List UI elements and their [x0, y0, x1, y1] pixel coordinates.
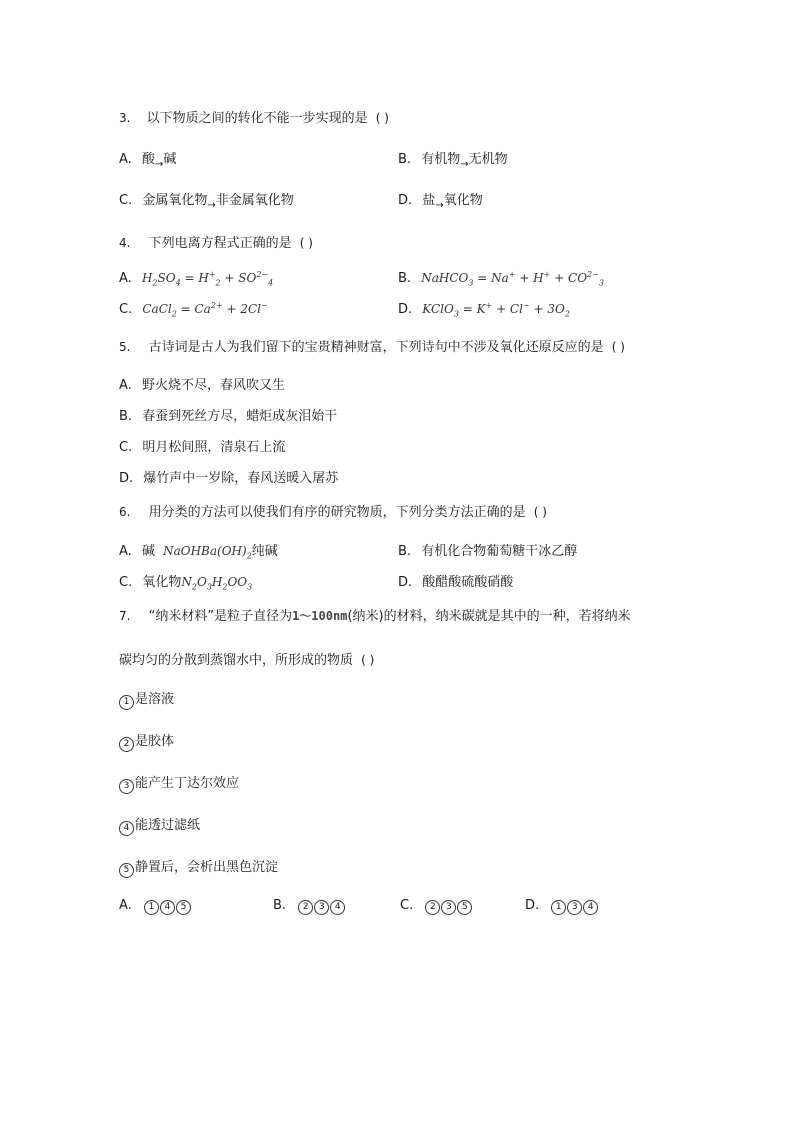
- option-c: [119, 436, 285, 455]
- circled-number-icon: 1: [551, 900, 566, 915]
- option-to: 非金属氧化物: [215, 193, 294, 208]
- statement-text: 能产生丁达尔效应: [135, 776, 240, 791]
- circled-number-icon: 3: [567, 900, 582, 915]
- option-d: [398, 301, 570, 318]
- option-b: [273, 898, 346, 915]
- question-text-cont: (纳米)的材料，纳米碳就是其中的一种，若将纳米: [347, 609, 631, 624]
- option-d: [525, 898, 599, 915]
- equation: CaCl$_2$ = $Ca^{2+} + 2Cl^-$: [142, 301, 268, 319]
- question-number: 6.: [119, 505, 131, 519]
- option-d: [119, 467, 338, 486]
- arrow-icon: →: [207, 200, 216, 211]
- question-number: 5.: [119, 340, 131, 354]
- formula: $N_2O_3H_2OO_3$: [181, 575, 253, 592]
- answer-blank: ( ): [299, 236, 313, 250]
- statement-text: 能透过滤纸: [135, 818, 201, 833]
- answer-blank: ( ): [361, 653, 375, 667]
- question-7-stem-line2: [119, 649, 374, 668]
- equation: $H_2SO_4 = H^+_2 + SO^{2-}_4$: [141, 270, 274, 288]
- option-suffix: 纯碱: [251, 544, 278, 559]
- circled-number-icon: 5: [176, 900, 191, 915]
- arrow-icon: →: [154, 159, 164, 170]
- circled-number-icon: 1: [119, 695, 134, 710]
- answer-blank: ( ): [611, 340, 625, 354]
- circled-number-icon: 4: [119, 821, 134, 836]
- option-c: [119, 301, 268, 318]
- question-text: “纳米材料”是粒子直径为: [148, 609, 293, 624]
- question-3-stem: [119, 107, 389, 126]
- question-7-stem: [119, 605, 631, 624]
- option-label: D.: [398, 302, 413, 317]
- option-label: D.: [119, 471, 134, 486]
- option-label: D.: [525, 898, 540, 913]
- option-text: 爆竹声中一岁除，春风送暖入屠苏: [143, 471, 339, 486]
- statement-2: [119, 730, 174, 749]
- option-label: D.: [398, 575, 413, 590]
- option-label: B.: [398, 544, 412, 559]
- question-5-stem: [119, 336, 625, 355]
- option-b: [398, 148, 508, 170]
- option-label: C.: [119, 575, 133, 590]
- option-a: [119, 898, 192, 915]
- option-label: C.: [119, 302, 133, 317]
- circled-number-icon: 3: [441, 900, 456, 915]
- option-label: C.: [119, 193, 133, 208]
- arrow-icon: →: [435, 200, 444, 211]
- circled-number-icon: 4: [330, 900, 345, 915]
- option-text: 酸醋酸硫酸硝酸: [422, 575, 514, 590]
- option-b: [398, 540, 577, 559]
- option-label: C.: [400, 898, 414, 913]
- statement-3: [119, 772, 239, 791]
- option-label: B.: [398, 152, 412, 167]
- statement-5: [119, 856, 278, 875]
- option-prefix: 碱: [141, 544, 155, 559]
- option-b: [398, 270, 604, 287]
- question-text: 以下物质之间的转化不能一步实现的是: [146, 111, 368, 126]
- question-text: 下列电离方程式正确的是: [148, 236, 292, 251]
- arrow-icon: →: [460, 159, 469, 170]
- statement-4: [119, 814, 200, 833]
- equation: KClO$_3$ = $K^+ + Cl^- + 3O_2$: [422, 301, 570, 319]
- option-from: 金属氧化物: [142, 193, 208, 208]
- option-c: [400, 898, 473, 915]
- question-text: 用分类的方法可以使我们有序的研究物质，下列分类方法正确的是: [148, 505, 526, 520]
- option-label: A.: [119, 378, 132, 393]
- question-number: 3.: [119, 111, 131, 125]
- circled-number-icon: 4: [160, 900, 175, 915]
- option-from: 酸: [141, 152, 155, 167]
- size-range: 1～100nm: [292, 609, 348, 623]
- circled-number-icon: 1: [144, 900, 159, 915]
- option-label: B.: [119, 409, 133, 424]
- answer-blank: ( ): [533, 505, 547, 519]
- option-text: 春蚕到死丝方尽，蜡炬成灰泪始干: [142, 409, 338, 424]
- option-b: [119, 405, 337, 424]
- question-number: 4.: [119, 236, 131, 250]
- question-6-stem: [119, 501, 547, 520]
- question-text: 古诗词是古人为我们留下的宝贵精神财富，下列诗句中不涉及氧化还原反应的是: [148, 340, 604, 355]
- option-to: 氧化物: [443, 193, 483, 208]
- option-prefix: 氧化物: [142, 575, 182, 590]
- option-c: [119, 189, 294, 211]
- statement-1: [119, 688, 174, 707]
- circled-number-icon: 2: [298, 900, 313, 915]
- option-d: [398, 189, 483, 211]
- option-to: 碱: [163, 152, 177, 167]
- option-to: 无机物: [468, 152, 508, 167]
- circled-number-icon: 5: [457, 900, 472, 915]
- circled-number-icon: 2: [119, 737, 134, 752]
- option-c: [119, 571, 252, 591]
- question-4-stem: [119, 232, 313, 251]
- option-label: A.: [119, 271, 132, 286]
- option-label: B.: [273, 898, 287, 913]
- option-a: [119, 148, 177, 170]
- option-text: 野火烧不尽，春风吹又生: [141, 378, 285, 393]
- option-label: A.: [119, 898, 132, 913]
- option-label: A.: [119, 544, 132, 559]
- statement-text: 是胶体: [135, 734, 175, 749]
- question-text: 碳均匀的分散到蒸馏水中，所形成的物质: [119, 653, 354, 668]
- option-a: [119, 270, 273, 287]
- option-text: 有机化合物葡萄糖干冰乙醇: [421, 544, 578, 559]
- circled-number-icon: 3: [119, 779, 134, 794]
- option-text: 明月松间照，清泉石上流: [142, 440, 286, 455]
- option-d: [398, 571, 513, 590]
- formula: $NaOHBa(OH)_2$: [163, 544, 252, 561]
- answer-blank: ( ): [375, 111, 389, 125]
- option-label: C.: [119, 440, 133, 455]
- option-label: B.: [398, 271, 412, 286]
- question-number: 7.: [119, 609, 131, 623]
- circled-number-icon: 2: [425, 900, 440, 915]
- option-from: 盐: [422, 193, 436, 208]
- option-label: D.: [398, 193, 413, 208]
- option-from: 有机物: [421, 152, 461, 167]
- option-a: [119, 540, 278, 560]
- equation: NaHCO$_3$ = $Na^+ + H^+ + CO^{2-}_3$: [421, 270, 604, 288]
- circled-number-icon: 5: [119, 863, 134, 878]
- option-label: A.: [119, 152, 132, 167]
- option-a: [119, 374, 285, 393]
- circled-number-icon: 3: [314, 900, 329, 915]
- statement-text: 是溶液: [135, 692, 175, 707]
- circled-number-icon: 4: [583, 900, 598, 915]
- statement-text: 静置后，会析出黑色沉淀: [135, 860, 279, 875]
